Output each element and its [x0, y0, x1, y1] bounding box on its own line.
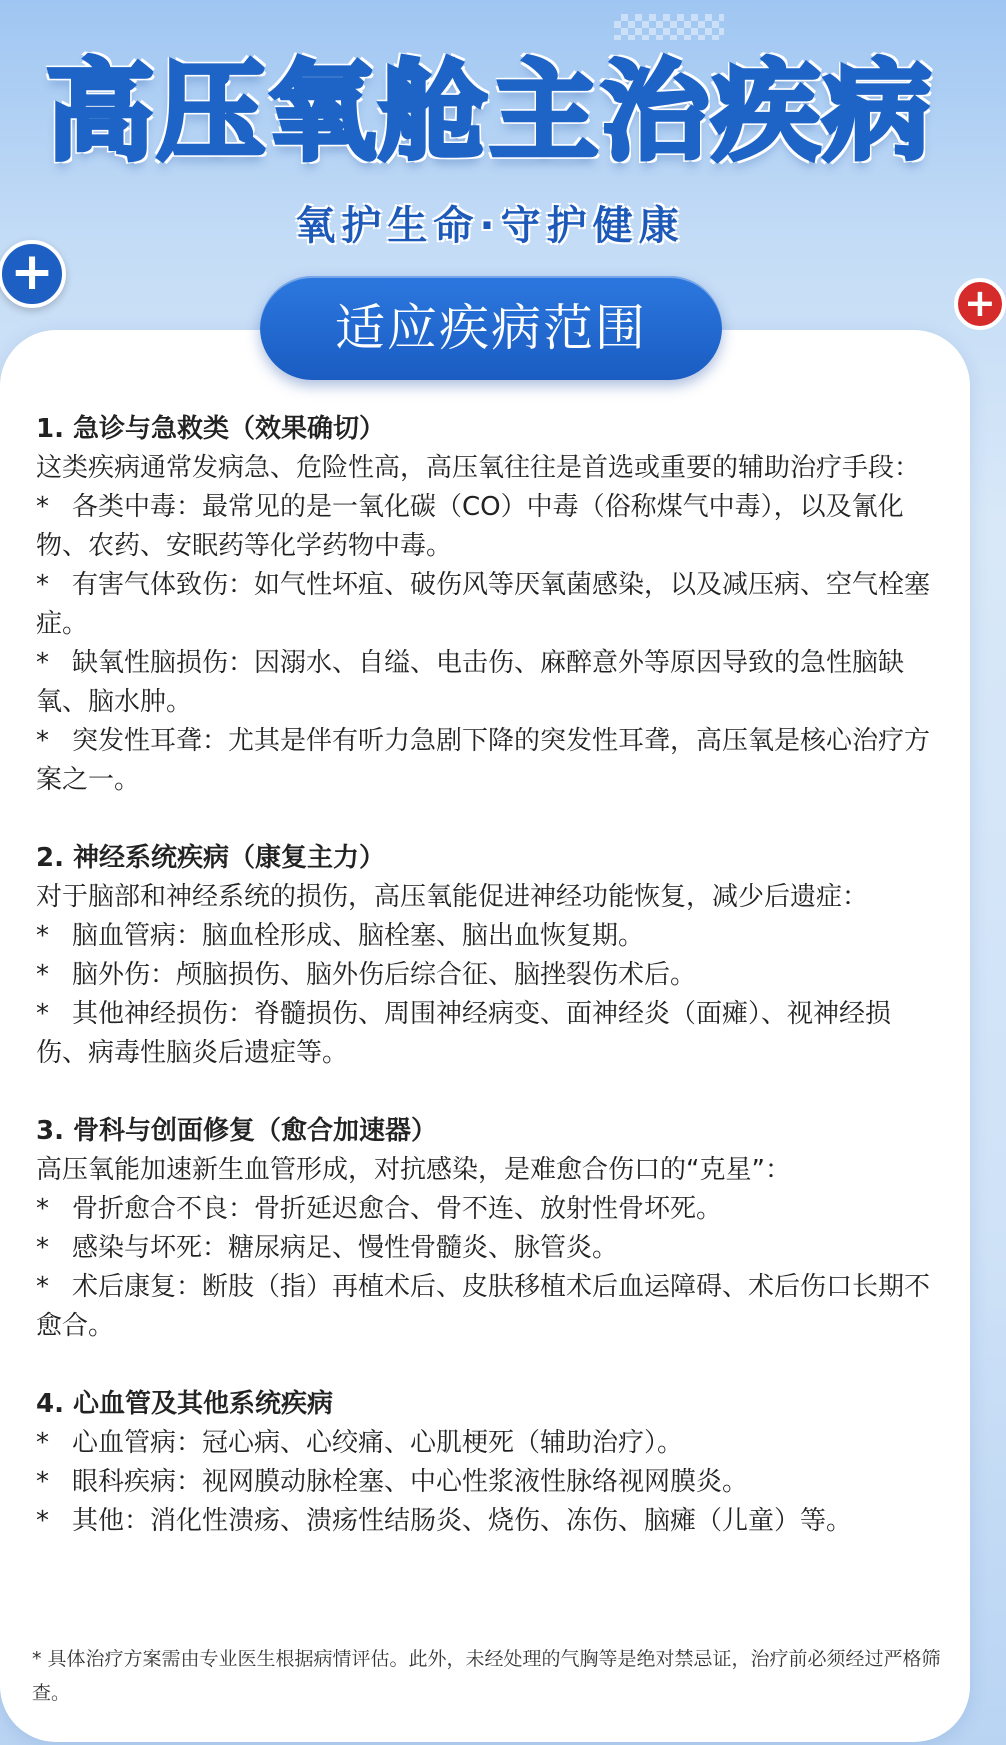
list-item-text: 有害气体致伤：如气性坏疽、破伤风等厌氧菌感染，以及减压病、空气栓塞症。 — [36, 570, 931, 639]
list-item-text: 脑血管病：脑血栓形成、脑栓塞、脑出血恢复期。 — [72, 921, 645, 951]
bullet-marker: * — [36, 1428, 49, 1458]
list-item-text: 其他：消化性溃疡、溃疡性结肠炎、烧伤、冻伤、脑瘫（儿童）等。 — [72, 1506, 853, 1536]
list-item — [36, 956, 936, 995]
bullet-marker: * — [36, 1272, 49, 1302]
list-item — [36, 1463, 936, 1502]
list-item — [36, 1424, 936, 1463]
bullet-marker: * — [36, 492, 49, 522]
bullet-marker: * — [36, 999, 49, 1029]
list-item-text: 各类中毒：最常见的是一氧化碳（CO）中毒（俗称煤气中毒），以及氰化物、农药、安眠药等化学药物中毒。 — [36, 492, 904, 561]
bullet-marker: * — [36, 726, 49, 756]
bullet-marker: * — [36, 1233, 49, 1263]
bullet-marker: * — [36, 1506, 49, 1536]
section-badge: 适应疾病范围 — [260, 276, 722, 380]
section-title: 4. 心血管及其他系统疾病 — [36, 1389, 334, 1419]
list-item — [36, 722, 936, 800]
section-neurology — [36, 839, 936, 1073]
list-item-text: 突发性耳聋：尤其是伴有听力急剧下降的突发性耳聋，高压氧是核心治疗方案之一。 — [36, 726, 931, 795]
section-title: 2. 神经系统疾病（康复主力） — [36, 843, 386, 873]
bullet-marker: * — [36, 960, 49, 990]
bullet-marker: * — [36, 570, 49, 600]
list-item — [36, 644, 936, 722]
section-cardiovascular — [36, 1385, 936, 1541]
list-item — [36, 488, 936, 566]
plus-icon: + — [0, 240, 66, 308]
list-item-text: 脑外伤：颅脑损伤、脑外伤后综合征、脑挫裂伤术后。 — [72, 960, 697, 990]
section-orthopedics — [36, 1112, 936, 1346]
disease-list — [36, 410, 936, 1580]
bullet-marker: * — [36, 1467, 49, 1497]
bullet-marker: * — [36, 648, 49, 678]
list-item-text: 术后康复：断肢（指）再植术后、皮肤移植术后血运障碍、术后伤口长期不愈合。 — [36, 1272, 931, 1341]
list-item-text: 感染与坏死：糖尿病足、慢性骨髓炎、脉管炎。 — [72, 1233, 619, 1263]
list-item — [36, 566, 936, 644]
list-item — [36, 1190, 936, 1229]
section-intro: 对于脑部和神经系统的损伤，高压氧能促进神经功能恢复，减少后遗症： — [36, 882, 869, 912]
red-plus-icon: + — [954, 278, 1006, 330]
page-subtitle: 氧护生命·守护健康 — [295, 203, 685, 249]
bullet-marker: * — [36, 921, 49, 951]
list-item — [36, 995, 936, 1073]
section-title: 3. 骨科与创面修复（愈合加速器） — [36, 1116, 438, 1146]
list-item — [36, 1502, 936, 1541]
section-emergency — [36, 410, 936, 800]
footnote: * 具体治疗方案需由专业医生根据病情评估。此外，未经处理的气胸等是绝对禁忌证，治疗前必须经过严格筛查。 — [32, 1648, 941, 1704]
section-title: 1. 急诊与急救类（效果确切） — [36, 414, 386, 444]
list-item — [36, 917, 936, 956]
decorative-checker-pattern — [614, 14, 724, 40]
list-item-text: 缺氧性脑损伤：因溺水、自缢、电击伤、麻醉意外等原因导致的急性脑缺氧、脑水肿。 — [36, 648, 905, 717]
list-item-text: 其他神经损伤：脊髓损伤、周围神经病变、面神经炎（面瘫）、视神经损伤、病毒性脑炎后遗症等。 — [36, 999, 892, 1068]
list-item — [36, 1268, 936, 1346]
list-item-text: 骨折愈合不良：骨折延迟愈合、骨不连、放射性骨坏死。 — [72, 1194, 723, 1224]
bullet-marker: * — [36, 1194, 49, 1224]
section-intro: 高压氧能加速新生血管形成，对抗感染，是难愈合伤口的“克星”： — [36, 1155, 791, 1185]
section-intro: 这类疾病通常发病急、危险性高，高压氧往往是首选或重要的辅助治疗手段： — [36, 453, 921, 483]
list-item-text: 心血管病：冠心病、心绞痛、心肌梗死（辅助治疗）。 — [72, 1428, 684, 1458]
list-item — [36, 1229, 936, 1268]
page-title: 高压氧舱主治疾病 — [45, 50, 934, 175]
list-item-text: 眼科疾病：视网膜动脉栓塞、中心性浆液性脉络视网膜炎。 — [72, 1467, 749, 1497]
